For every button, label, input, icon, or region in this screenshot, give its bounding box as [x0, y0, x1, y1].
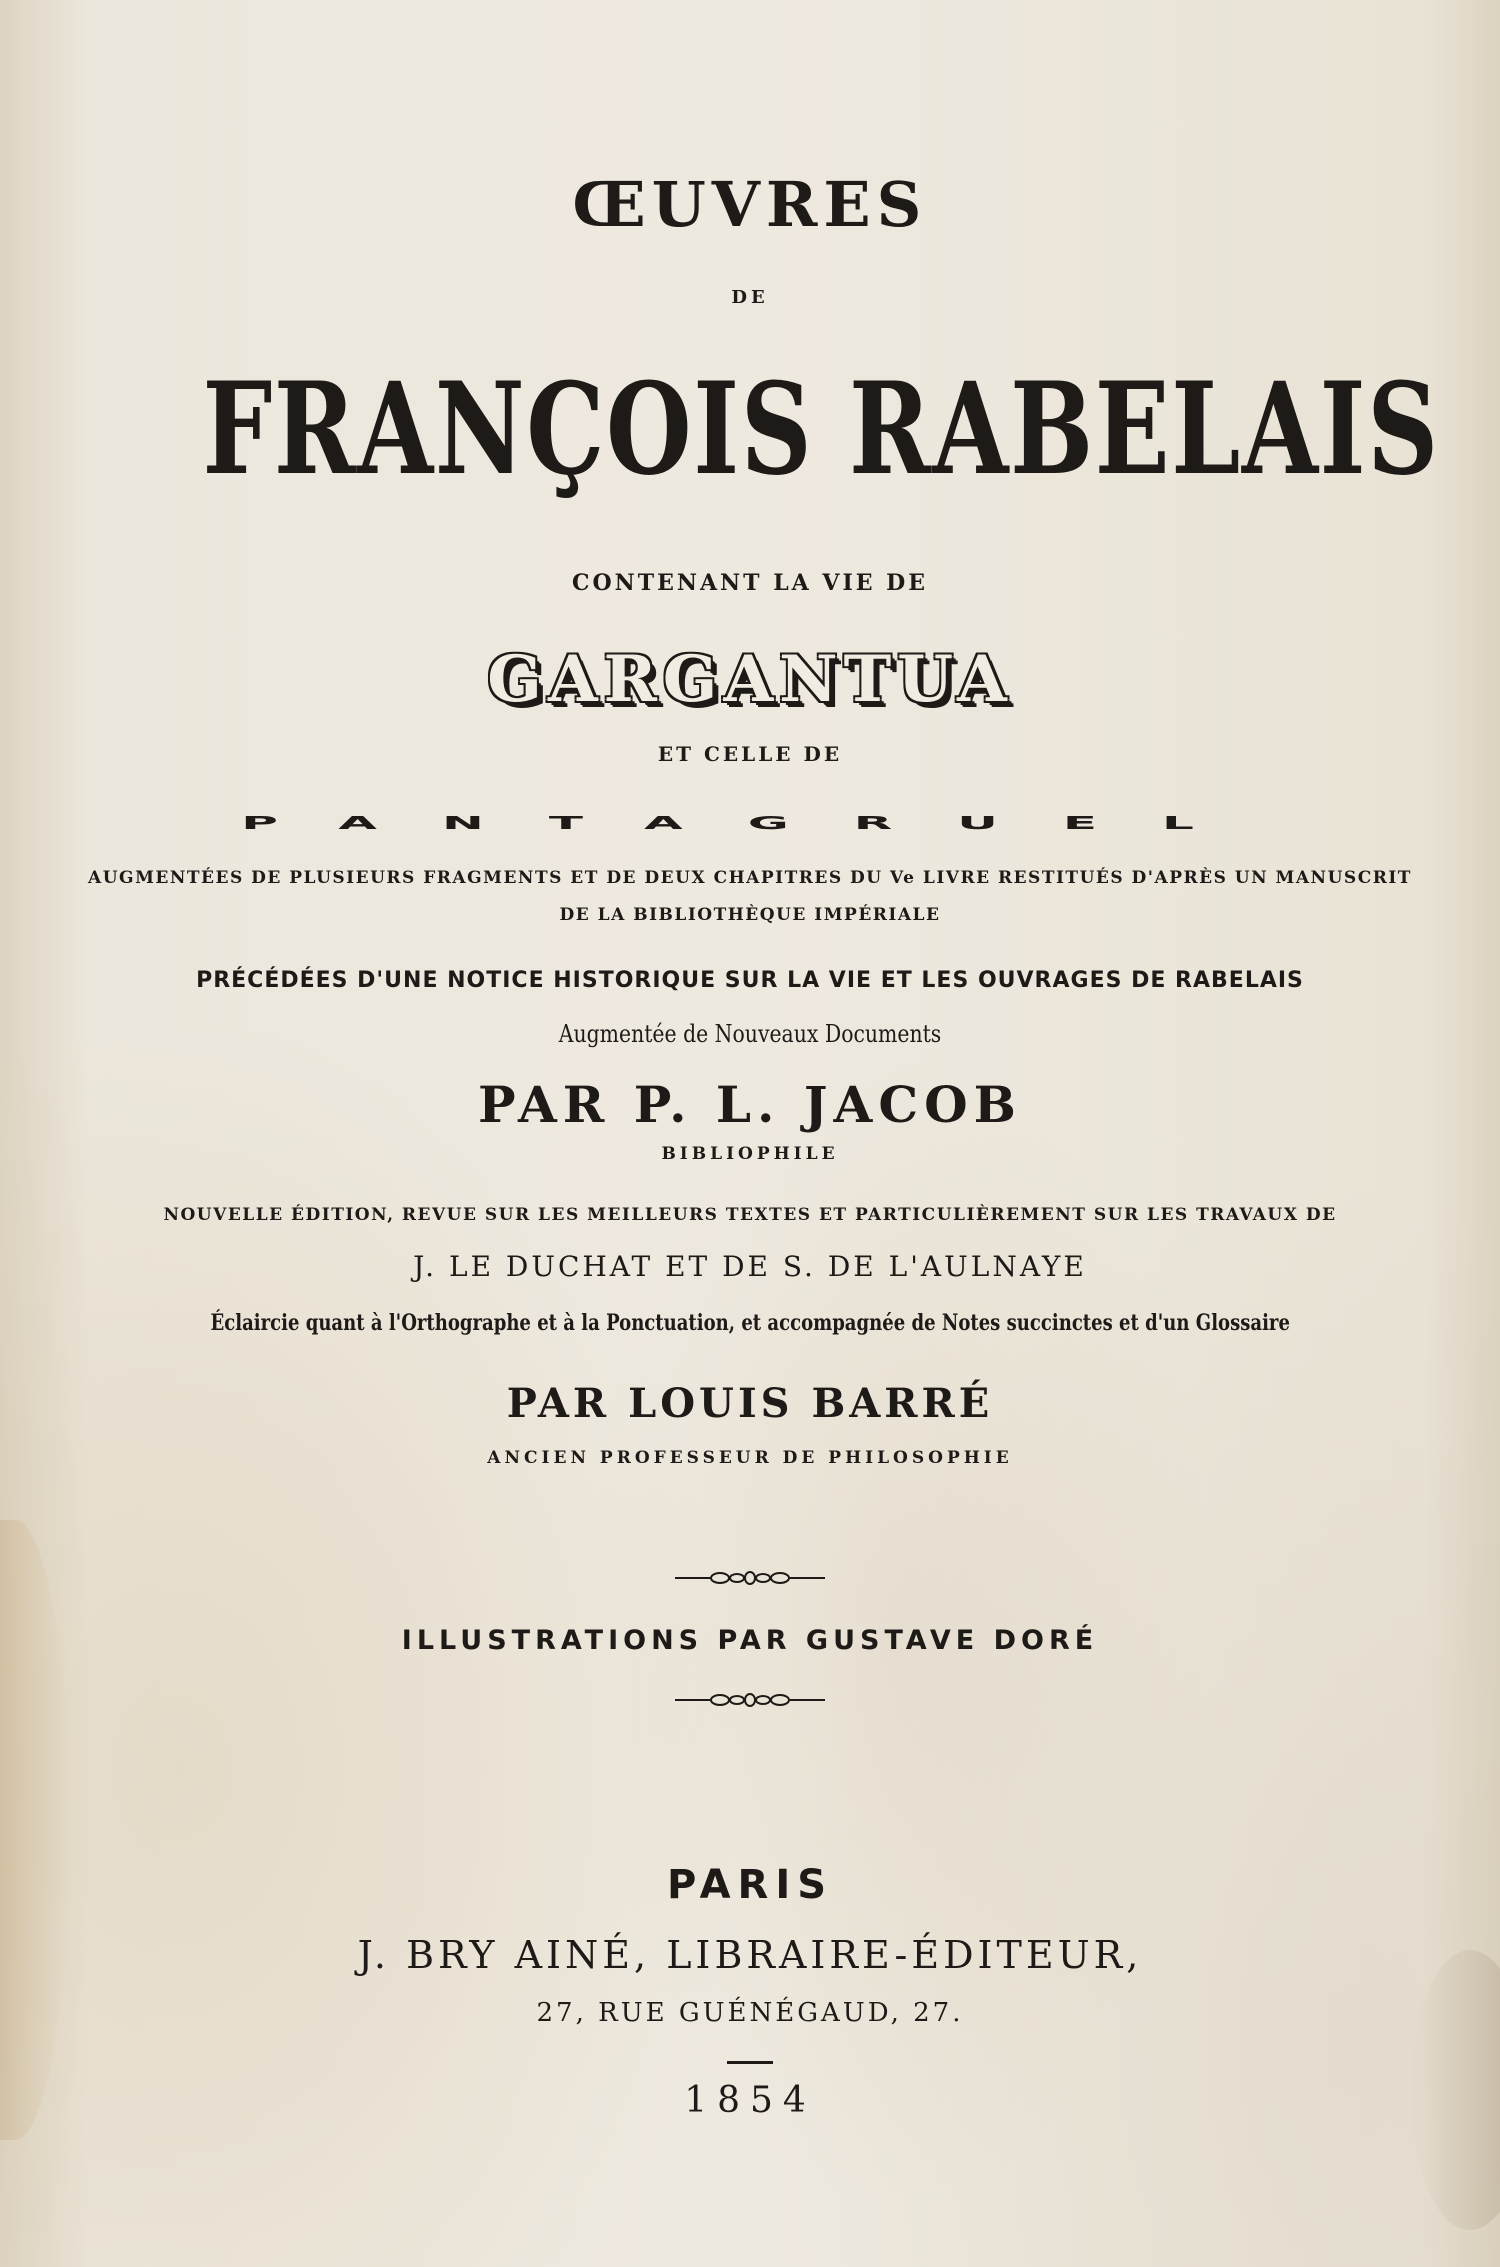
illustrations-line: ILLUSTRATIONS PAR GUSTAVE DORÉ: [401, 1625, 1099, 1656]
contenant-line: CONTENANT LA VIE DE: [571, 570, 929, 596]
heading-oeuvres: ŒUVRES: [572, 168, 928, 241]
editor-jacob: PAR P. L. JACOB: [478, 1075, 1022, 1134]
author-name-text: FRANÇOIS RABELAIS: [202, 355, 1440, 503]
augmentees-line-1: AUGMENTÉES DE PLUSIEURS FRAGMENTS ET DE DEUX CHAPITRES DU Ve LIVRE RESTITUÉS D'APRÈS UN MANUSCRIT: [88, 868, 1412, 888]
pantagruel-text: PANTAGRUEL: [241, 812, 1259, 834]
ornament-divider-top: [0, 1568, 1500, 1592]
publisher-line: J. BRY AINÉ, LIBRAIRE-ÉDITEUR,: [357, 1933, 1143, 1977]
eclaircie-line: [0, 1310, 1500, 1336]
author-name: [28, 355, 1440, 503]
nouveaux-documents-line: [0, 1020, 1500, 1048]
short-rule: [0, 2052, 1500, 2071]
heading-de: DE: [731, 287, 769, 308]
foxing-stain: [0, 1520, 70, 2140]
address-line: 27, RUE GUÉNÉGAUD, 27.: [536, 1998, 964, 2028]
eclaircie-text: Éclaircie quant à l'Orthographe et à la Ponctuation, et accompagnée de Notes succinctes et d'un Glossaire: [210, 1310, 1290, 1336]
ancien-professeur-line: ANCIEN PROFESSEUR DE PHILOSOPHIE: [487, 1448, 1013, 1468]
gargantua-title: GARGANTUA: [487, 642, 1013, 717]
publication-year: 1854: [684, 2080, 816, 2121]
pantagruel-title: [0, 800, 1500, 846]
nouveaux-documents-text: Augmentée de Nouveaux Documents: [558, 1020, 942, 1048]
ornament-divider-bottom: [0, 1690, 1500, 1714]
duchat-line: J. LE DUCHAT ET DE S. DE L'AULNAYE: [413, 1250, 1087, 1283]
et-celle-line: ET CELLE DE: [657, 742, 843, 766]
bibliophile-line: BIBLIOPHILE: [661, 1144, 839, 1164]
augmentees-line-2: DE LA BIBLIOTHÈQUE IMPÉRIALE: [559, 905, 941, 925]
editor-barre: PAR LOUIS BARRÉ: [506, 1380, 994, 1427]
city-paris: PARIS: [666, 1862, 834, 1908]
nouvelle-edition-line: NOUVELLE ÉDITION, REVUE SUR LES MEILLEURS TEXTES ET PARTICULIÈREMENT SUR LES TRAVAUX DE: [163, 1205, 1337, 1225]
notice-line: PRÉCÉDÉES D'UNE NOTICE HISTORIQUE SUR LA VIE ET LES OUVRAGES DE RABELAIS: [196, 968, 1304, 993]
